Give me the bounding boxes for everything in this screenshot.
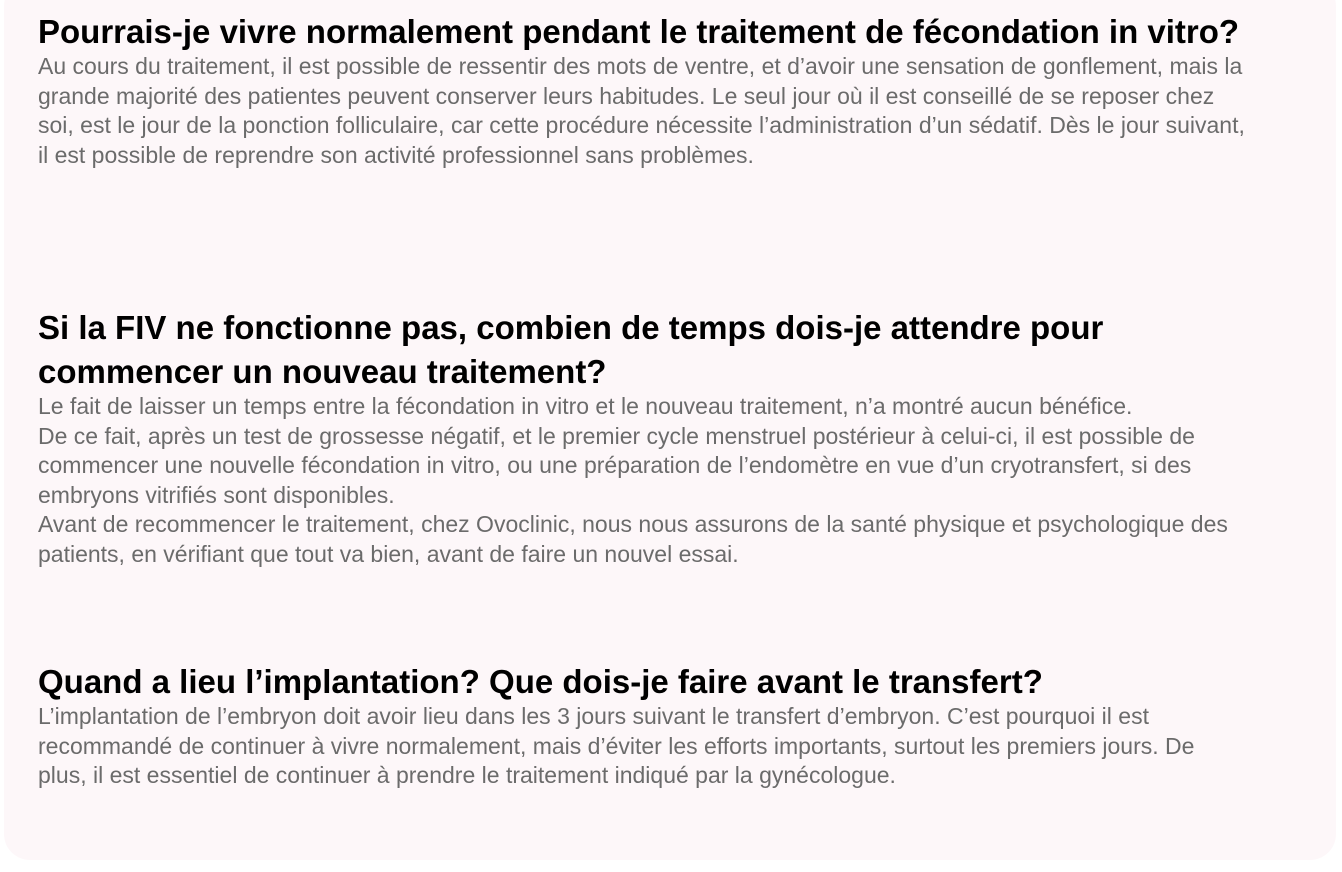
faq-item-implantation bbox=[38, 660, 1248, 791]
faq-answer-paragraph: De ce fait, après un test de grossesse négatif, et le premier cycle menstruel postérieur à celui-ci, il est possible de commencer une nouvelle fécondation in vitro, ou une préparation de l’endomètre en vue d’un cryotransfert, si des embryons vitrifiés sont disponibles. bbox=[38, 422, 1195, 508]
faq-answer-paragraph: L’implantation de l’embryon doit avoir lieu dans les 3 jours suivant le transfert d’embryon. C’est pourquoi il est recommandé de continuer à vivre normalement, mais d’éviter les efforts importants, surtout les premiers jours. De plus, il est essentiel de continuer à prendre le traitement indiqué par la gynécologue. bbox=[38, 703, 1195, 788]
faq-answer bbox=[38, 52, 1248, 170]
faq-question: Si la FIV ne fonctionne pas, combien de temps dois-je attendre pour commencer un nouveau traitement? bbox=[38, 309, 1104, 390]
faq-answer bbox=[38, 702, 1248, 791]
faq-question: Quand a lieu l’implantation? Que dois-je faire avant le transfert? bbox=[38, 663, 1043, 700]
faq-answer-paragraph: Avant de recommencer le traitement, chez Ovoclinic, nous nous assurons de la santé physique et psychologique des patients, en vérifiant que tout va bien, avant de faire un nouvel essai. bbox=[38, 511, 1228, 567]
faq-question: Pourrais-je vivre normalement pendant le traitement de fécondation in vitro? bbox=[38, 13, 1240, 50]
faq-item-new-treatment-wait bbox=[38, 306, 1248, 569]
faq-answer-paragraph: Le fait de laisser un temps entre la fécondation in vitro et le nouveau traitement, n’a montré aucun bénéfice. bbox=[38, 393, 1133, 419]
faq-answer bbox=[38, 392, 1248, 569]
faq-answer-paragraph: Au cours du traitement, il est possible de ressentir des mots de ventre, et d’avoir une sensation de gonflement, mais la grande majorité des patientes peuvent conserver leurs habitudes. Le seul jour où il est conseillé de se reposer chez soi, est le jour de la ponction folliculaire, car cette procédure nécessite l’administration d’un sédatif. Dès le jour suivant, il est possible de reprendre son activité professionnel sans problèmes. bbox=[38, 53, 1245, 168]
faq-item-daily-life bbox=[38, 10, 1248, 170]
